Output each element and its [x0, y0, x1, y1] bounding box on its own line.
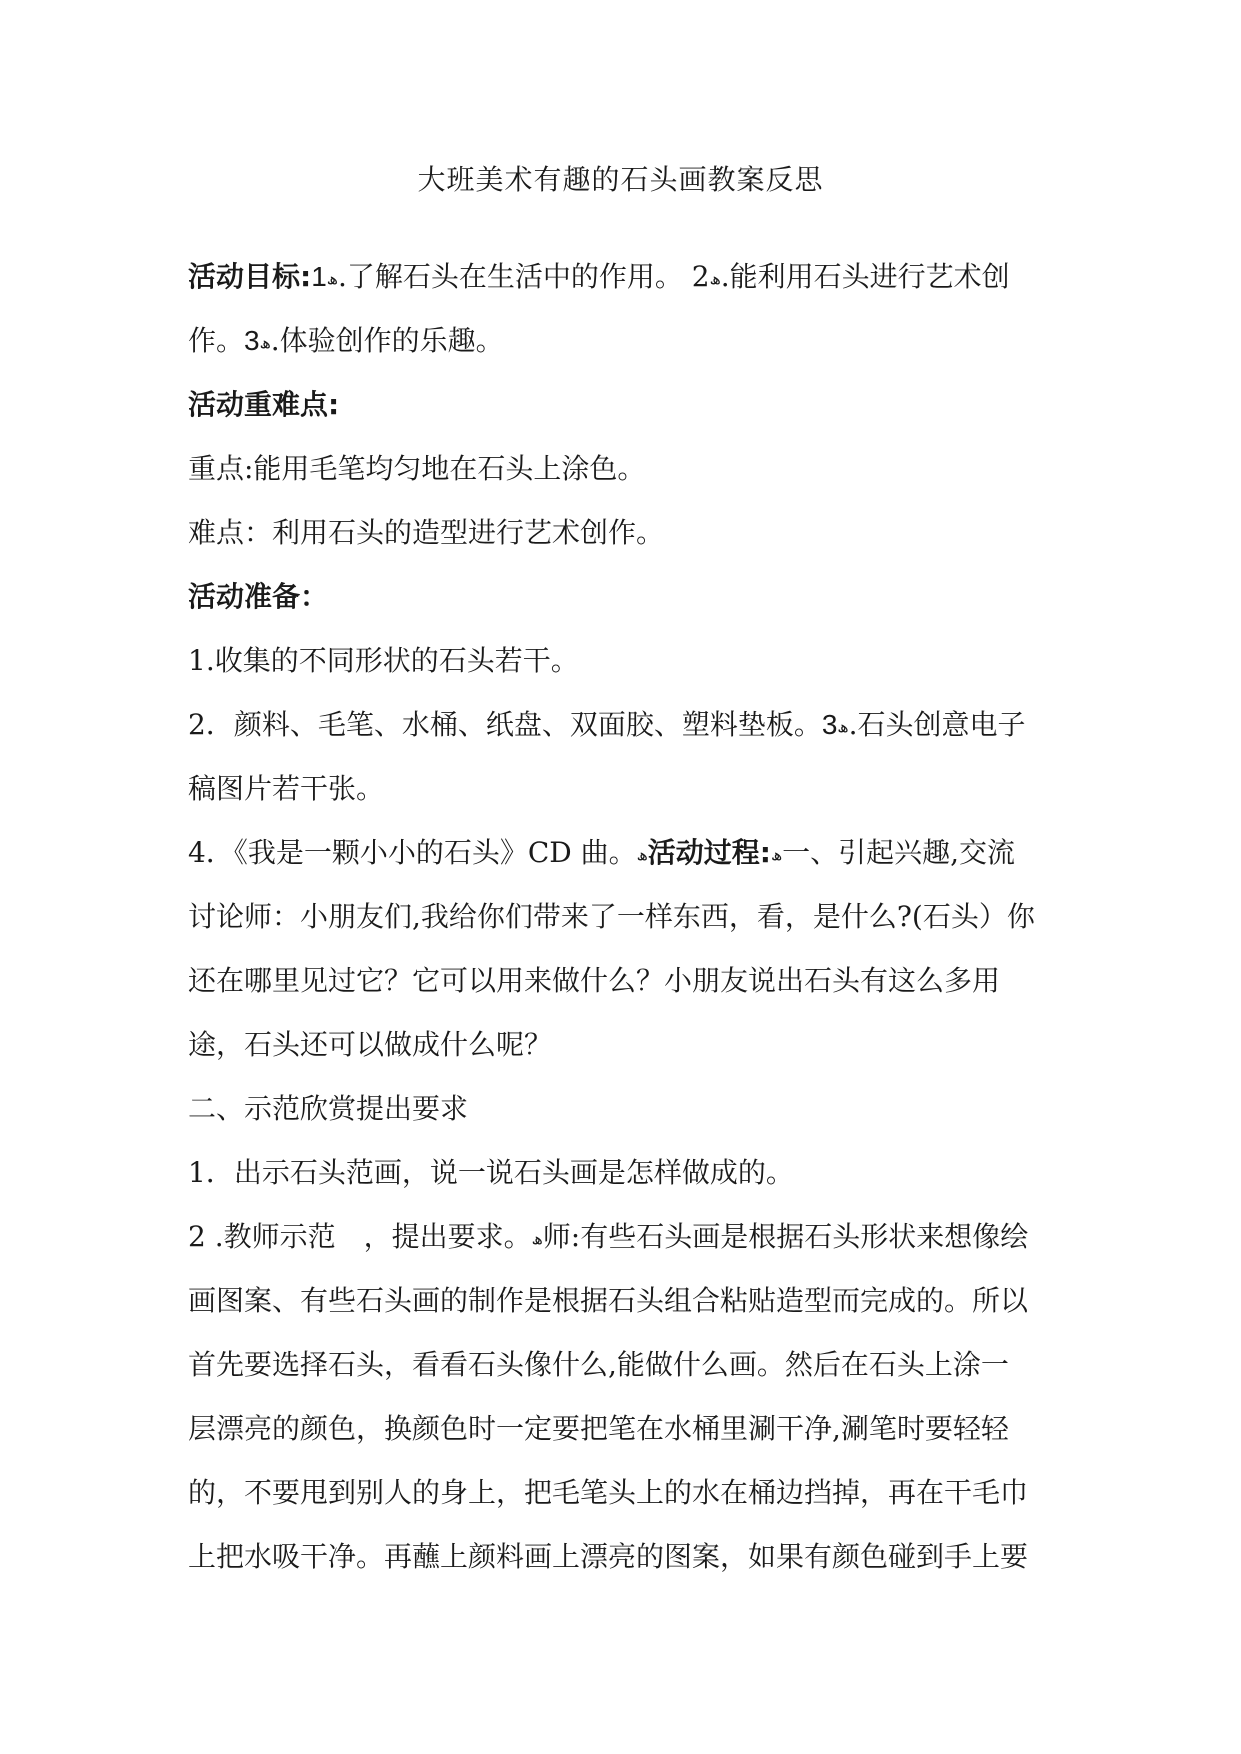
process-paragraph-line: 的，不要甩到别人的身上，把毛笔头上的水在桶边挡掉，再在干毛巾 — [188, 1476, 1029, 1509]
goal-number: 1 — [311, 261, 327, 292]
prep-item: 1.收集的不同形状的石头若干。 — [188, 644, 579, 677]
document-title: 大班美术有趣的石头画教案反思 — [417, 163, 824, 196]
prep-mark: ھ — [636, 845, 648, 864]
process-paragraph-line: 首先要选择石头，看看石头像什么,能做什么画。然后在石头上涂一 — [188, 1348, 1009, 1381]
goal-number: 3 — [244, 325, 260, 356]
prep-line — [188, 693, 1058, 757]
process-paragraph-line: 层漂亮的颜色，换颜色时一定要把笔在水桶里涮干净,涮笔时要轻轻 — [188, 1412, 1009, 1445]
goals-line-1 — [188, 245, 1058, 309]
difficulty-hard-point: 难点：利用石头的造型进行艺术创作。 — [188, 516, 665, 549]
process-step-title: 二、示范欣赏提出要求 — [188, 1092, 469, 1125]
process-paragraph-line: 讨论师：小朋友们,我给你们带来了一样东西，看，是什么?(石头）你 — [188, 900, 1035, 933]
process-paragraph-line: 还在哪里见过它？它可以用来做什么？小朋友说出石头有这么多用 — [188, 964, 1001, 997]
difficulty-key-point: 重点:能用毛笔均匀地在石头上涂色。 — [188, 452, 646, 485]
process-heading: 活动过程: — [647, 836, 771, 869]
process-paragraph-line: 画图案、有些石头画的制作是根据石头组合粘贴造型而完成的。所以 — [188, 1284, 1029, 1317]
prep-heading: 活动准备： — [188, 580, 329, 613]
process-step-title: 一、引起兴趣,交流 — [782, 836, 1016, 869]
prep-number: 3 — [821, 709, 838, 740]
goal-item: .能利用石头进行艺术创 — [720, 260, 1010, 293]
process-step-item: 师:有些石头画是根据石头形状来想像绘 — [542, 1220, 1029, 1253]
process-paragraph-line: 上把水吸干净。再蘸上颜料画上漂亮的图案，如果有颜色碰到手上要 — [188, 1540, 1029, 1573]
goal-item: .了解石头在生活中的作用。 — [337, 260, 692, 293]
goal-item: 作。 — [188, 324, 245, 357]
process-paragraph-line: 途，石头还可以做成什么呢？ — [188, 1028, 553, 1061]
prep-item: 4．《我是一颗小小的石头》CD 曲。 — [188, 836, 637, 869]
process-mark: ھ — [770, 845, 783, 864]
prep-item: 稿图片若干张。 — [188, 772, 385, 805]
prep-line — [188, 821, 1058, 885]
process-step-item: 1．出示石头范画，说一说石头画是怎样做成的。 — [188, 1156, 794, 1189]
process-step-item-line — [188, 1205, 1058, 1269]
document-body — [188, 245, 1058, 1589]
goal-mark: ھ — [259, 333, 271, 352]
prep-item: 2．颜料、毛笔、水桶、纸盘、双面胶、塑料垫板。 — [188, 708, 822, 741]
process-mark: ھ — [531, 1229, 543, 1248]
goal-mark: ھ — [326, 269, 338, 288]
prep-mark: ھ — [837, 717, 849, 736]
process-step-item: 2 .教师示范 ，提出要求。 — [188, 1220, 532, 1253]
goal-number: 2 — [691, 260, 710, 293]
goals-line-2 — [188, 309, 1058, 373]
prep-item: .石头创意电子 — [848, 708, 1026, 741]
goals-heading: 活动目标: — [188, 260, 312, 293]
goal-item: .体验创作的乐趣。 — [270, 324, 504, 357]
goal-mark: ھ — [709, 269, 721, 288]
difficulty-heading: 活动重难点: — [188, 388, 340, 421]
